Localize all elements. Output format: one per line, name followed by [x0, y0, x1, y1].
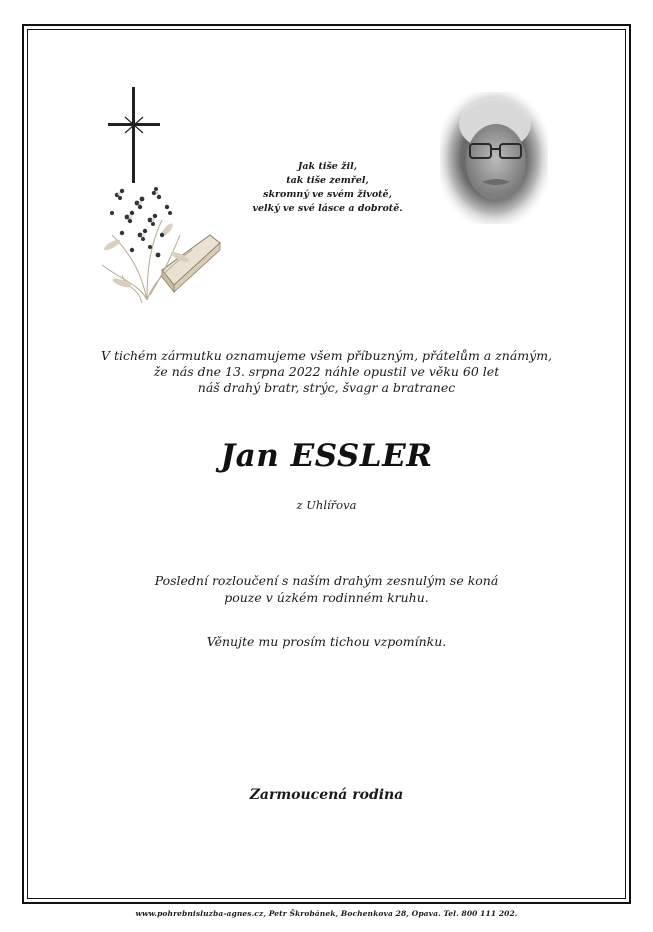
- announcement-line: že nás dne 13. srpna 2022 náhle opustil ve věku 60 let: [153, 364, 500, 379]
- motto-line: velký ve své lásce a dobrotě.: [252, 203, 403, 214]
- cross-flowers-book-icon: [92, 85, 222, 305]
- portrait-photo: [440, 92, 548, 224]
- funeral-service-footer: www.pohrebnisluzba-agnes.cz, Petr Škrobánek, Bochenkova 28, Opava. Tel. 800 111 202.: [135, 909, 518, 918]
- farewell-line: Poslední rozloučení s naším drahým zesnulým se koná: [154, 573, 499, 588]
- motto-line: Jak tiše žil,: [297, 161, 358, 172]
- announcement-text: [60, 348, 593, 396]
- motto-line: skromný ve svém životě,: [263, 189, 392, 200]
- motto-line: tak tiše zemřel,: [286, 175, 369, 186]
- family-signature: Zarmoucená rodina: [249, 787, 404, 803]
- deceased-name: Jan ESSLER: [220, 438, 433, 474]
- memorial-motto: [240, 160, 415, 216]
- farewell-line: pouze v úzkém rodinném kruhu.: [224, 590, 429, 605]
- deceased-origin: z Uhlířova: [296, 498, 357, 512]
- announcement-line: V tichém zármutku oznamujeme všem příbuzným, přátelům a známým,: [100, 348, 553, 363]
- farewell-notice: [60, 572, 593, 606]
- announcement-line: náš drahý bratr, strýc, švagr a bratranec: [197, 380, 456, 395]
- remembrance-line: Věnujte mu prosím tichou vzpomínku.: [206, 634, 447, 649]
